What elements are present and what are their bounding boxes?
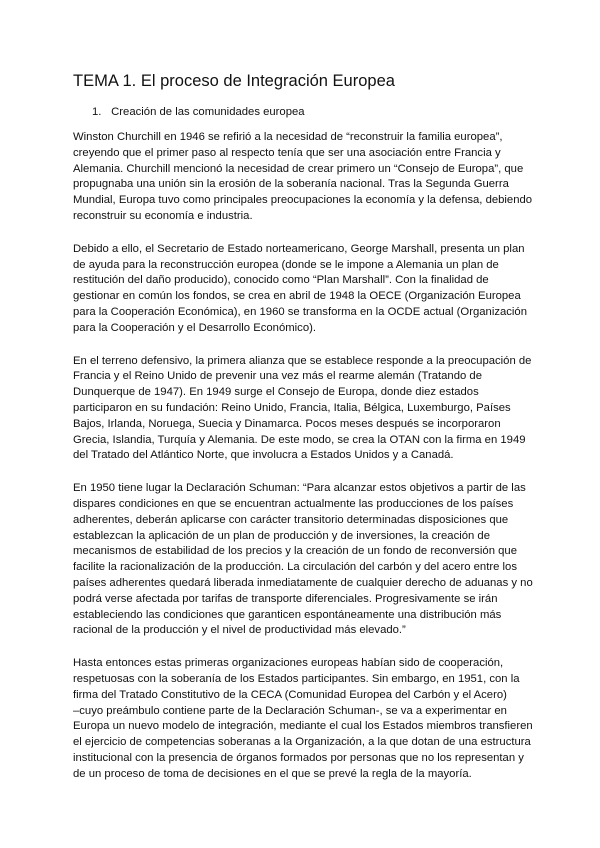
text-line: Grecia, Islandia, Turquía y Alemania. De este modo, se crea la OTAN con la firma en 1949 — [73, 433, 526, 446]
text-line: establezcan la aplicación de un plan de producción y de inversiones, la creación de — [73, 529, 490, 542]
section-heading — [92, 106, 305, 118]
text-line: de ayuda para la reconstrucción europea (donde se le impone a Alemania un plan de — [73, 258, 499, 271]
text-line: racional de la producción y el nivel de productividad más elevado.” — [73, 624, 406, 637]
text-line: respetuosas con la soberanía de los Estados participantes. Sin embargo, en 1951, con la — [73, 672, 520, 685]
text-line: propugnaba una unión sin la erosión de la soberanía nacional. Tras la Segunda Guerra — [73, 178, 509, 191]
text-line: facilite la racionalización de la producción. La circulación del carbón y del acero entre los — [73, 561, 517, 574]
text-line: reconstruir su economía e industria. — [73, 209, 253, 222]
text-line: para la Cooperación y el Desarrollo Económico). — [73, 321, 316, 334]
document-title: TEMA 1. El proceso de Integración Europea — [73, 72, 395, 90]
text-line: firma del Tratado Constitutivo de la CECA (Comunidad Europea del Carbón y el Acero) — [73, 688, 507, 701]
text-line: En el terreno defensivo, la primera alianza que se establece responde a la preocupación de — [73, 354, 532, 367]
text-line: creyendo que el primer paso al respecto tenía que ser una asociación entre Francia y — [73, 146, 501, 159]
text-line: el ejercicio de competencias soberanas a la Organización, a la que dotan de una estructura — [73, 736, 531, 749]
text-line: Alemania. Churchill mencionó la necesidad de crear primero un “Consejo de Europa”, que — [73, 162, 524, 175]
text-line: dispares condiciones en que se encuentran actualmente las producciones de los países — [73, 497, 514, 510]
text-line: participaron en su fundación: Reino Unido, Francia, Italia, Bélgica, Luxemburgo, Países — [73, 401, 511, 414]
paragraph-3 — [73, 354, 533, 465]
text-line: adherentes, deberán aplicarse con carácter transitorio determinadas disposiciones que — [73, 513, 509, 526]
text-line: Dunquerque de 1947). En 1949 surge el Consejo de Europa, donde diez estados — [73, 386, 479, 399]
text-line: Europa un nuevo modelo de integración, mediante el cual los Estados miembros transfieren — [73, 720, 533, 733]
text-line: Francia y el Reino Unido de prevenir una vez más el rearme alemán (Tratando de — [73, 370, 482, 383]
paragraph-1 — [73, 130, 533, 225]
text-line: de un proceso de toma de decisiones en el que se prevé la regla de la mayoría. — [73, 767, 472, 780]
text-line: En 1950 tiene lugar la Declaración Schuman: “Para alcanzar estos objetivos a partir de las — [73, 482, 526, 495]
text-line: –cuyo preámbulo contiene parte de la Declaración Schuman-, se va a experimentar en — [73, 704, 507, 717]
text-line: para la Cooperación Económica), en 1960 se transforma en la OCDE actual (Organización — [73, 305, 527, 318]
text-line: Bajos, Irlanda, Noruega, Suecia y Dinamarca. Pocos meses después se incorporaron — [73, 417, 501, 430]
section-label: Creación de las comunidades europea — [111, 106, 305, 118]
text-line: Debido a ello, el Secretario de Estado norteamericano, George Marshall, presenta un plan — [73, 242, 525, 255]
document-body — [73, 130, 533, 799]
text-line: podrá verse afectada por tarifas de transporte diferenciales. Progresivamente se irán — [73, 592, 498, 605]
text-line: institucional con la presencia de órganos formados por personas que no los representan y — [73, 751, 524, 764]
text-line: gestionar en común los fondos, se crea en abril de 1948 la OECE (Organización Europea — [73, 290, 521, 303]
section-number: 1. — [92, 106, 102, 118]
text-line: restitución del daño producido), conocido como “Plan Marshall”. Con la finalidad de — [73, 274, 489, 287]
paragraph-5 — [73, 656, 533, 782]
text-line: del Tratado del Atlántico Norte, que involucra a Estados Unidos y a Canadá. — [73, 449, 454, 462]
text-line: Hasta entonces estas primeras organizaciones europeas habían sido de cooperación, — [73, 657, 504, 670]
text-line: mecanismos de estabilidad de los precios y la creación de un fondo de reconversión que — [73, 545, 517, 558]
text-line: estableciendo las condiciones que garanticen espontáneamente una distribución más — [73, 608, 502, 621]
text-line: Winston Churchill en 1946 se refirió a la necesidad de “reconstruir la familia europea”, — [73, 131, 503, 143]
text-line: Mundial, Europa tuvo como principales preocupaciones la economía y la defensa, debiendo — [73, 194, 533, 207]
paragraph-2 — [73, 242, 533, 337]
paragraph-4 — [73, 481, 533, 639]
text-line: países adherentes quedará liberada inmediatamente de cualquier derecho de aduanas y no — [73, 576, 533, 589]
